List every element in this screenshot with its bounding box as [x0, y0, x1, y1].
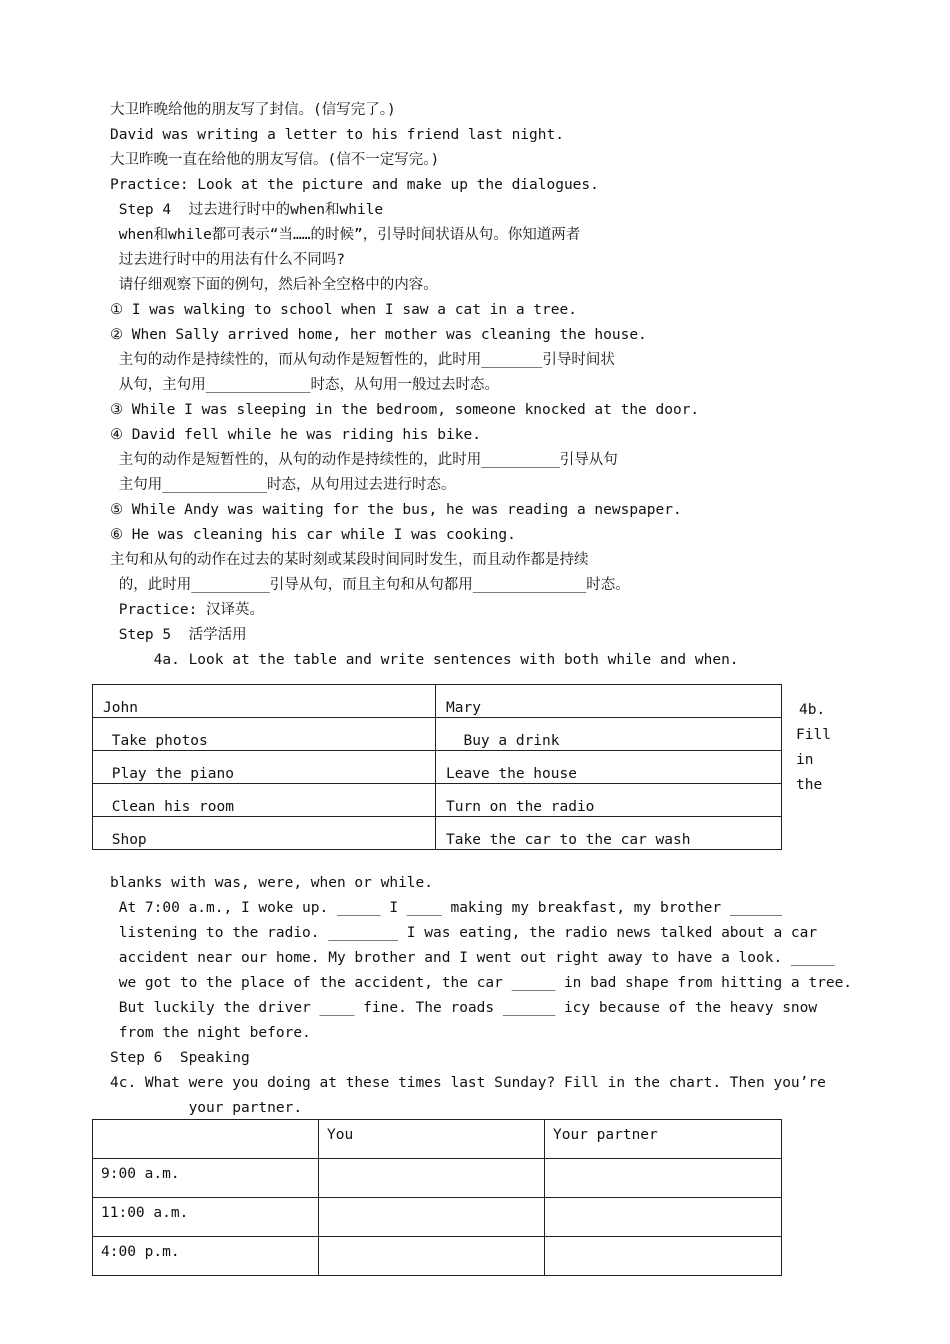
table-row: [93, 718, 782, 751]
example-sentence: ① I was walking to school when I saw a cat in a tree.: [110, 302, 577, 318]
table-header-row: [93, 685, 782, 718]
table-header-cell: [93, 1120, 319, 1159]
table-cell: Buy a drink: [436, 718, 782, 751]
table-cell: Take photos: [93, 718, 436, 751]
table-row: [93, 751, 782, 784]
example-sentence: ⑤ While Andy was waiting for the bus, he was reading a newspaper.: [110, 502, 682, 518]
table-header-cell: John: [93, 685, 436, 718]
passage-line: we got to the place of the accident, the car _____ in bad shape from hitting a tree.: [110, 975, 853, 991]
exercise-4a-instruction: 4a. Look at the table and write sentences with both while and when.: [110, 652, 739, 668]
side-word: the: [796, 777, 823, 793]
table-cell: Take the car to the car wash: [436, 817, 782, 850]
text-line: Practice: Look at the picture and make up the dialogues.: [110, 177, 599, 193]
table-row: [93, 1237, 782, 1276]
table-row: [93, 1159, 782, 1198]
table-cell: Clean his room: [93, 784, 436, 817]
times-chart-table: [92, 1119, 782, 1276]
table-cell: 11:00 a.m.: [93, 1198, 319, 1237]
table-header-row: [93, 1120, 782, 1159]
table-cell-blank[interactable]: [319, 1237, 545, 1276]
table-cell: 9:00 a.m.: [93, 1159, 319, 1198]
table-cell-blank[interactable]: [319, 1198, 545, 1237]
practice-line: Practice: 汉译英。: [110, 602, 265, 618]
text-line: 大卫昨晚给他的朋友写了封信。(信写完了。): [110, 102, 396, 118]
rule-text: 的，此时用_________引导从句，而且主句和从句都用_____________时态。: [110, 577, 630, 593]
text-line: when和while都可表示“当……的时候”，引导时间状语从句。你知道两者: [110, 227, 581, 243]
passage-line: But luckily the driver ____ fine. The roads ______ icy because of the heavy snow: [110, 1000, 818, 1016]
exercise-4c-instruction: 4c. What were you doing at these times last Sunday? Fill in the chart. Then you’re: [110, 1075, 826, 1091]
rule-text: 主句的动作是短暂性的，从句的动作是持续性的，此时用_________引导从句: [110, 452, 618, 468]
rule-text: 主句和从句的动作在过去的某时刻或某段时间同时发生，而且动作都是持续: [110, 552, 589, 568]
passage-line: listening to the radio. ________ I was eating, the radio news talked about a car: [110, 925, 818, 941]
table-row: [93, 784, 782, 817]
table-row: [93, 817, 782, 850]
side-word: Fill: [796, 727, 831, 743]
example-sentence: ⑥ He was cleaning his car while I was cooking.: [110, 527, 516, 543]
john-mary-table: [92, 684, 782, 850]
table-row: [93, 1198, 782, 1237]
table-header-cell: You: [319, 1120, 545, 1159]
table-cell: 4:00 p.m.: [93, 1237, 319, 1276]
table-cell: Leave the house: [436, 751, 782, 784]
table-cell: Turn on the radio: [436, 784, 782, 817]
example-sentence: ③ While I was sleeping in the bedroom, someone knocked at the door.: [110, 402, 700, 418]
example-sentence: ② When Sally arrived home, her mother was cleaning the house.: [110, 327, 647, 343]
table-cell-blank[interactable]: [319, 1159, 545, 1198]
exercise-4b-instruction: blanks with was, were, when or while.: [110, 875, 434, 891]
table-header-cell: Your partner: [545, 1120, 782, 1159]
passage-line: from the night before.: [110, 1025, 311, 1041]
table-cell: Play the piano: [93, 751, 436, 784]
example-sentence: ④ David fell while he was riding his bike.: [110, 427, 481, 443]
side-word: 4b.: [799, 702, 826, 718]
exercise-4c-instruction: your partner.: [110, 1100, 303, 1116]
text-line: 过去进行时中的用法有什么不同吗?: [110, 252, 345, 268]
rule-text: 从句，主句用____________时态，从句用一般过去时态。: [110, 377, 499, 393]
text-line: David was writing a letter to his friend last night.: [110, 127, 564, 143]
rule-text: 主句用____________时态，从句用过去进行时态。: [110, 477, 456, 493]
passage-line: At 7:00 a.m., I woke up. _____ I ____ making my breakfast, my brother ______: [110, 900, 783, 916]
table-header-cell: Mary: [436, 685, 782, 718]
table-cell-blank[interactable]: [545, 1237, 782, 1276]
table-cell: Shop: [93, 817, 436, 850]
side-word: in: [796, 752, 814, 768]
step-6-heading: Step 6 Speaking: [110, 1050, 250, 1066]
text-line: 请仔细观察下面的例句，然后补全空格中的内容。: [110, 277, 438, 293]
passage-line: accident near our home. My brother and I went out right away to have a look. _____: [110, 950, 835, 966]
text-line: 大卫昨晚一直在给他的朋友写信。(信不一定写完。): [110, 152, 440, 168]
table-cell-blank[interactable]: [545, 1159, 782, 1198]
step-4-heading: Step 4 过去进行时中的when和while: [110, 202, 384, 218]
rule-text: 主句的动作是持续性的，而从句动作是短暂性的，此时用_______引导时间状: [110, 352, 615, 368]
step-5-heading: Step 5 活学活用: [110, 627, 247, 643]
table-cell-blank[interactable]: [545, 1198, 782, 1237]
